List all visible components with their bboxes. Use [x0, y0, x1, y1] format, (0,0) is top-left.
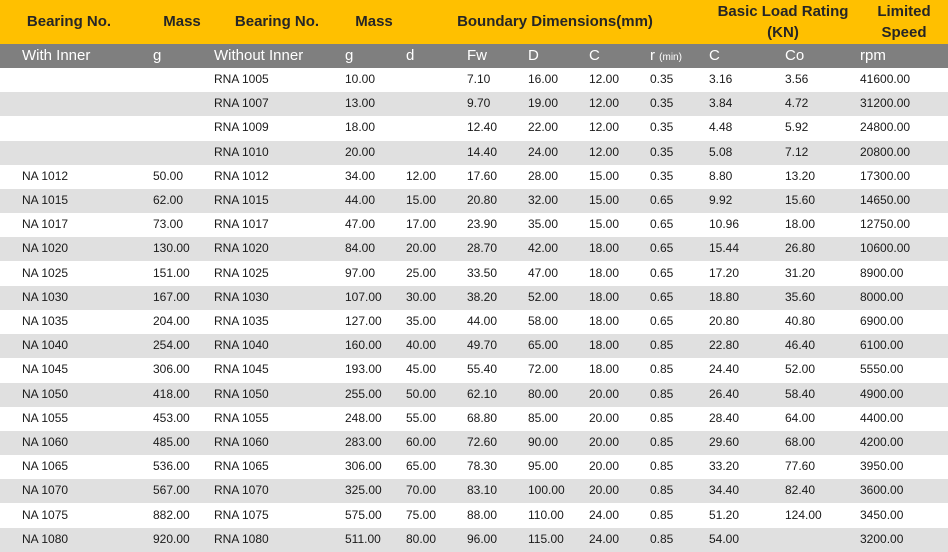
cell-without-inner-no: RNA 1050 [214, 386, 269, 401]
cell-with-inner-no: NA 1012 [22, 168, 69, 183]
cell-limited-speed: 41600.00 [860, 72, 911, 86]
header-boundary-dimensions: Boundary Dimensions(mm) [457, 13, 653, 30]
subheader-r-suffix: (min) [659, 52, 682, 63]
cell-r: 0.35 [650, 144, 674, 159]
cell-C: 18.00 [589, 241, 620, 256]
cell-load-Co: 40.80 [785, 314, 816, 328]
cell-limited-speed: 4900.00 [860, 386, 904, 401]
cell-r: 0.85 [650, 531, 674, 546]
cell-load-C: 3.84 [709, 96, 733, 111]
cell-limited-speed: 20800.00 [860, 144, 911, 159]
cell-fw: 62.10 [467, 386, 498, 401]
cell-limited-speed: 3950.00 [860, 459, 904, 474]
cell-fw: 9.70 [467, 96, 491, 111]
cell-fw: 28.70 [467, 241, 498, 256]
cell-limited-speed: 3600.00 [860, 483, 904, 498]
cell-limited-speed: 14650.00 [860, 193, 911, 207]
cell-fw: 78.30 [467, 459, 498, 474]
cell-C: 24.00 [589, 531, 620, 546]
cell-with-inner-no: NA 1020 [22, 241, 69, 256]
subheader-with-inner: With Inner [22, 47, 91, 64]
table-row [0, 116, 948, 140]
subheader-load-C: C [709, 47, 720, 64]
cell-fw: 12.40 [467, 120, 498, 135]
table-row [0, 141, 948, 165]
cell-mass-with-inner: 73.00 [153, 217, 184, 232]
cell-with-inner-no: NA 1065 [22, 459, 69, 474]
cell-r: 0.65 [650, 265, 674, 280]
table-row [0, 358, 948, 382]
cell-mass-without-inner: 34.00 [345, 168, 376, 183]
cell-mass-without-inner: 511.00 [345, 531, 381, 546]
cell-D: 110.00 [528, 507, 564, 522]
table-row [0, 213, 948, 237]
cell-D: 52.00 [528, 289, 559, 304]
cell-load-Co: 64.00 [785, 410, 816, 425]
cell-d: 65.00 [406, 459, 437, 474]
cell-d: 17.00 [406, 217, 437, 232]
cell-without-inner-no: RNA 1035 [214, 314, 269, 328]
cell-without-inner-no: RNA 1025 [214, 265, 269, 280]
cell-with-inner-no: NA 1060 [22, 435, 69, 449]
cell-limited-speed: 10600.00 [860, 241, 911, 256]
cell-without-inner-no: RNA 1060 [214, 435, 269, 449]
cell-mass-without-inner: 13.00 [345, 96, 376, 111]
cell-D: 115.00 [528, 531, 564, 546]
header-top-row [0, 0, 948, 44]
cell-with-inner-no: NA 1030 [22, 289, 69, 304]
subheader-rpm: rpm [860, 47, 886, 64]
cell-with-inner-no: NA 1050 [22, 386, 69, 401]
cell-load-C: 8.80 [709, 168, 733, 183]
cell-mass-with-inner: 567.00 [153, 483, 190, 498]
cell-D: 16.00 [528, 72, 559, 86]
subheader-load-Co: Co [785, 47, 805, 64]
cell-fw: 88.00 [467, 507, 498, 522]
cell-D: 19.00 [528, 96, 559, 111]
table-row [0, 407, 948, 431]
cell-d: 60.00 [406, 435, 437, 449]
cell-with-inner-no: NA 1025 [22, 265, 69, 280]
cell-r: 0.35 [650, 96, 674, 111]
cell-d: 15.00 [406, 193, 437, 207]
cell-mass-without-inner: 97.00 [345, 265, 376, 280]
cell-without-inner-no: RNA 1010 [214, 144, 269, 159]
cell-load-Co: 82.40 [785, 483, 816, 498]
table-row [0, 479, 948, 503]
cell-r: 0.65 [650, 193, 674, 207]
cell-r: 0.85 [650, 459, 674, 474]
cell-r: 0.85 [650, 483, 674, 498]
cell-limited-speed: 4400.00 [860, 410, 904, 425]
cell-d: 45.00 [406, 362, 437, 377]
cell-D: 32.00 [528, 193, 559, 207]
cell-limited-speed: 24800.00 [860, 120, 911, 135]
cell-C: 18.00 [589, 362, 620, 377]
header-bearing-no-without-inner: Bearing No. [234, 13, 320, 30]
cell-C: 15.00 [589, 168, 620, 183]
cell-without-inner-no: RNA 1015 [214, 193, 269, 207]
cell-load-Co: 58.40 [785, 386, 816, 401]
cell-fw: 44.00 [467, 314, 498, 328]
cell-fw: 83.10 [467, 483, 498, 498]
cell-mass-without-inner: 107.00 [345, 289, 382, 304]
cell-without-inner-no: RNA 1012 [214, 168, 269, 183]
subheader-C: C [589, 47, 600, 64]
cell-limited-speed: 4200.00 [860, 435, 904, 449]
cell-fw: 20.80 [467, 193, 498, 207]
cell-mass-without-inner: 20.00 [345, 144, 376, 159]
cell-C: 20.00 [589, 435, 620, 449]
cell-C: 20.00 [589, 386, 620, 401]
cell-d: 25.00 [406, 265, 437, 280]
cell-load-C: 10.96 [709, 217, 740, 232]
cell-fw: 96.00 [467, 531, 498, 546]
cell-r: 0.35 [650, 168, 674, 183]
cell-load-Co: 3.56 [785, 72, 809, 86]
cell-mass-with-inner: 418.00 [153, 386, 190, 401]
cell-without-inner-no: RNA 1030 [214, 289, 269, 304]
cell-fw: 33.50 [467, 265, 498, 280]
cell-D: 72.00 [528, 362, 559, 377]
cell-mass-without-inner: 44.00 [345, 193, 376, 207]
cell-limited-speed: 6900.00 [860, 314, 904, 328]
cell-load-Co: 35.60 [785, 289, 816, 304]
cell-D: 85.00 [528, 410, 559, 425]
cell-load-C: 15.44 [709, 241, 740, 256]
cell-D: 95.00 [528, 459, 559, 474]
cell-D: 58.00 [528, 314, 559, 328]
cell-mass-without-inner: 18.00 [345, 120, 376, 135]
cell-limited-speed: 3450.00 [860, 507, 904, 522]
cell-limited-speed: 8900.00 [860, 265, 904, 280]
cell-with-inner-no: NA 1080 [22, 531, 69, 546]
cell-load-Co: 4.72 [785, 96, 809, 111]
cell-r: 0.65 [650, 289, 674, 304]
header-mass-with-inner: Mass [163, 13, 201, 30]
cell-mass-without-inner: 127.00 [345, 314, 382, 328]
table-row [0, 92, 948, 116]
cell-with-inner-no: NA 1045 [22, 362, 69, 377]
header-limited-speed-line2: Speed [881, 24, 927, 41]
cell-D: 35.00 [528, 217, 559, 232]
cell-load-C: 22.80 [709, 338, 740, 353]
cell-D: 42.00 [528, 241, 559, 256]
cell-load-C: 26.40 [709, 386, 740, 401]
cell-without-inner-no: RNA 1017 [214, 217, 269, 232]
table-row [0, 504, 948, 528]
cell-fw: 38.20 [467, 289, 498, 304]
cell-mass-without-inner: 10.00 [345, 72, 376, 86]
cell-fw: 55.40 [467, 362, 498, 377]
cell-d: 12.00 [406, 168, 437, 183]
cell-r: 0.85 [650, 507, 674, 522]
cell-d: 20.00 [406, 241, 437, 256]
cell-limited-speed: 17300.00 [860, 168, 911, 183]
cell-r: 0.35 [650, 120, 674, 135]
cell-D: 47.00 [528, 265, 559, 280]
cell-mass-without-inner: 575.00 [345, 507, 382, 522]
subheader-fw: Fw [467, 47, 487, 64]
cell-C: 18.00 [589, 338, 620, 353]
header-limited-speed-line1: Limited [877, 3, 931, 20]
cell-D: 80.00 [528, 386, 559, 401]
cell-mass-with-inner: 882.00 [153, 507, 190, 522]
table-row [0, 334, 948, 358]
cell-d: 55.00 [406, 410, 437, 425]
cell-without-inner-no: RNA 1045 [214, 362, 269, 377]
cell-mass-without-inner: 160.00 [345, 338, 382, 353]
cell-load-Co: 46.40 [785, 338, 816, 353]
table-row [0, 310, 948, 334]
cell-limited-speed: 12750.00 [860, 217, 911, 232]
cell-without-inner-no: RNA 1007 [214, 96, 269, 111]
subheader-r [650, 44, 682, 70]
cell-load-Co: 18.00 [785, 217, 816, 232]
header-mass-without-inner: Mass [355, 13, 393, 30]
cell-without-inner-no: RNA 1040 [214, 338, 269, 353]
cell-d: 35.00 [406, 314, 437, 328]
cell-fw: 23.90 [467, 217, 498, 232]
cell-C: 18.00 [589, 265, 620, 280]
cell-load-C: 3.16 [709, 72, 733, 86]
subheader-r-label: r [650, 47, 655, 64]
cell-r: 0.65 [650, 217, 674, 232]
cell-limited-speed: 6100.00 [860, 338, 904, 353]
cell-with-inner-no: NA 1040 [22, 338, 69, 353]
cell-load-Co: 26.80 [785, 241, 816, 256]
cell-C: 12.00 [589, 120, 620, 135]
cell-without-inner-no: RNA 1005 [214, 72, 269, 86]
cell-r: 0.85 [650, 362, 674, 377]
cell-limited-speed: 31200.00 [860, 96, 911, 111]
table-row [0, 189, 948, 213]
cell-mass-without-inner: 255.00 [345, 386, 382, 401]
cell-mass-with-inner: 453.00 [153, 410, 190, 425]
cell-with-inner-no: NA 1055 [22, 410, 69, 425]
cell-load-Co: 124.00 [785, 507, 822, 522]
cell-load-C: 20.80 [709, 314, 740, 328]
cell-load-C: 34.40 [709, 483, 740, 498]
cell-limited-speed: 3200.00 [860, 531, 904, 546]
cell-mass-with-inner: 130.00 [153, 241, 190, 256]
cell-mass-with-inner: 485.00 [153, 435, 190, 449]
cell-mass-with-inner: 920.00 [153, 531, 190, 546]
cell-fw: 72.60 [467, 435, 498, 449]
cell-load-C: 9.92 [709, 193, 733, 207]
cell-d: 70.00 [406, 483, 437, 498]
cell-load-C: 28.40 [709, 410, 740, 425]
cell-load-C: 5.08 [709, 144, 733, 159]
cell-load-Co: 5.92 [785, 120, 809, 135]
cell-C: 20.00 [589, 459, 620, 474]
cell-C: 18.00 [589, 289, 620, 304]
table-row [0, 68, 948, 92]
cell-mass-without-inner: 193.00 [345, 362, 382, 377]
cell-mass-without-inner: 248.00 [345, 410, 382, 425]
table-row [0, 528, 948, 552]
cell-load-Co: 77.60 [785, 459, 816, 474]
header-sub-row [0, 44, 948, 68]
cell-load-Co: 68.00 [785, 435, 816, 449]
cell-r: 0.85 [650, 435, 674, 449]
table-row [0, 237, 948, 261]
cell-limited-speed: 8000.00 [860, 289, 904, 304]
cell-mass-without-inner: 283.00 [345, 435, 382, 449]
cell-r: 0.65 [650, 314, 674, 328]
subheader-without-inner: Without Inner [214, 47, 304, 64]
header-load-rating-line1: Basic Load Rating [717, 3, 849, 20]
cell-C: 15.00 [589, 193, 620, 207]
cell-with-inner-no: NA 1017 [22, 217, 69, 232]
cell-d: 75.00 [406, 507, 437, 522]
cell-D: 22.00 [528, 120, 559, 135]
cell-fw: 49.70 [467, 338, 498, 353]
subheader-mass-g-2: g [345, 47, 354, 64]
cell-load-Co: 7.12 [785, 144, 809, 159]
cell-d: 30.00 [406, 289, 437, 304]
cell-C: 20.00 [589, 410, 620, 425]
header-load-rating-line2: (KN) [767, 24, 799, 41]
cell-load-C: 29.60 [709, 435, 740, 449]
cell-D: 65.00 [528, 338, 559, 353]
cell-d: 80.00 [406, 531, 437, 546]
subheader-d: d [406, 47, 415, 64]
cell-C: 18.00 [589, 314, 620, 328]
cell-D: 28.00 [528, 168, 559, 183]
subheader-D: D [528, 47, 539, 64]
cell-without-inner-no: RNA 1080 [214, 531, 269, 546]
cell-mass-with-inner: 204.00 [153, 314, 190, 328]
cell-r: 0.35 [650, 72, 674, 86]
cell-fw: 14.40 [467, 144, 498, 159]
cell-load-C: 51.20 [709, 507, 740, 522]
cell-fw: 7.10 [467, 72, 491, 86]
cell-load-C: 24.40 [709, 362, 740, 377]
cell-C: 12.00 [589, 96, 620, 111]
cell-C: 12.00 [589, 144, 620, 159]
cell-mass-with-inner: 50.00 [153, 168, 184, 183]
cell-mass-without-inner: 47.00 [345, 217, 376, 232]
cell-load-Co: 31.20 [785, 265, 816, 280]
cell-with-inner-no: NA 1015 [22, 193, 69, 207]
subheader-mass-g-1: g [153, 47, 162, 64]
cell-C: 24.00 [589, 507, 620, 522]
cell-mass-without-inner: 325.00 [345, 483, 382, 498]
cell-r: 0.85 [650, 386, 674, 401]
cell-C: 12.00 [589, 72, 620, 86]
cell-D: 100.00 [528, 483, 565, 498]
cell-d: 40.00 [406, 338, 437, 353]
cell-load-C: 33.20 [709, 459, 740, 474]
cell-with-inner-no: NA 1070 [22, 483, 69, 498]
cell-mass-with-inner: 151.00 [153, 265, 190, 280]
cell-load-C: 4.48 [709, 120, 733, 135]
table-row [0, 262, 948, 286]
cell-with-inner-no: NA 1075 [22, 507, 69, 522]
cell-load-Co: 13.20 [785, 168, 816, 183]
cell-mass-without-inner: 84.00 [345, 241, 376, 256]
cell-fw: 68.80 [467, 410, 498, 425]
table-row [0, 286, 948, 310]
cell-limited-speed: 5550.00 [860, 362, 904, 377]
cell-r: 0.85 [650, 410, 674, 425]
cell-C: 15.00 [589, 217, 620, 232]
cell-mass-without-inner: 306.00 [345, 459, 382, 474]
cell-mass-with-inner: 536.00 [153, 459, 190, 474]
cell-D: 24.00 [528, 144, 559, 159]
cell-r: 0.85 [650, 338, 674, 353]
cell-C: 20.00 [589, 483, 620, 498]
table-row [0, 165, 948, 189]
cell-load-Co: 15.60 [785, 193, 816, 207]
cell-mass-with-inner: 254.00 [153, 338, 190, 353]
cell-mass-with-inner: 306.00 [153, 362, 190, 377]
table-row [0, 383, 948, 407]
cell-mass-with-inner: 167.00 [153, 289, 190, 304]
cell-fw: 17.60 [467, 168, 498, 183]
cell-with-inner-no: NA 1035 [22, 314, 69, 328]
table-row [0, 455, 948, 479]
table-row [0, 431, 948, 455]
cell-without-inner-no: RNA 1055 [214, 410, 269, 425]
cell-load-C: 17.20 [709, 265, 740, 280]
cell-without-inner-no: RNA 1009 [214, 120, 269, 135]
cell-without-inner-no: RNA 1070 [214, 483, 269, 498]
cell-mass-with-inner: 62.00 [153, 193, 184, 207]
cell-without-inner-no: RNA 1065 [214, 459, 269, 474]
cell-load-Co: 52.00 [785, 362, 816, 377]
cell-D: 90.00 [528, 435, 559, 449]
cell-d: 50.00 [406, 386, 437, 401]
cell-load-C: 18.80 [709, 289, 740, 304]
cell-without-inner-no: RNA 1075 [214, 507, 269, 522]
cell-without-inner-no: RNA 1020 [214, 241, 269, 256]
cell-load-C: 54.00 [709, 531, 740, 546]
header-bearing-no-with-inner: Bearing No. [26, 13, 112, 30]
cell-r: 0.65 [650, 241, 674, 256]
